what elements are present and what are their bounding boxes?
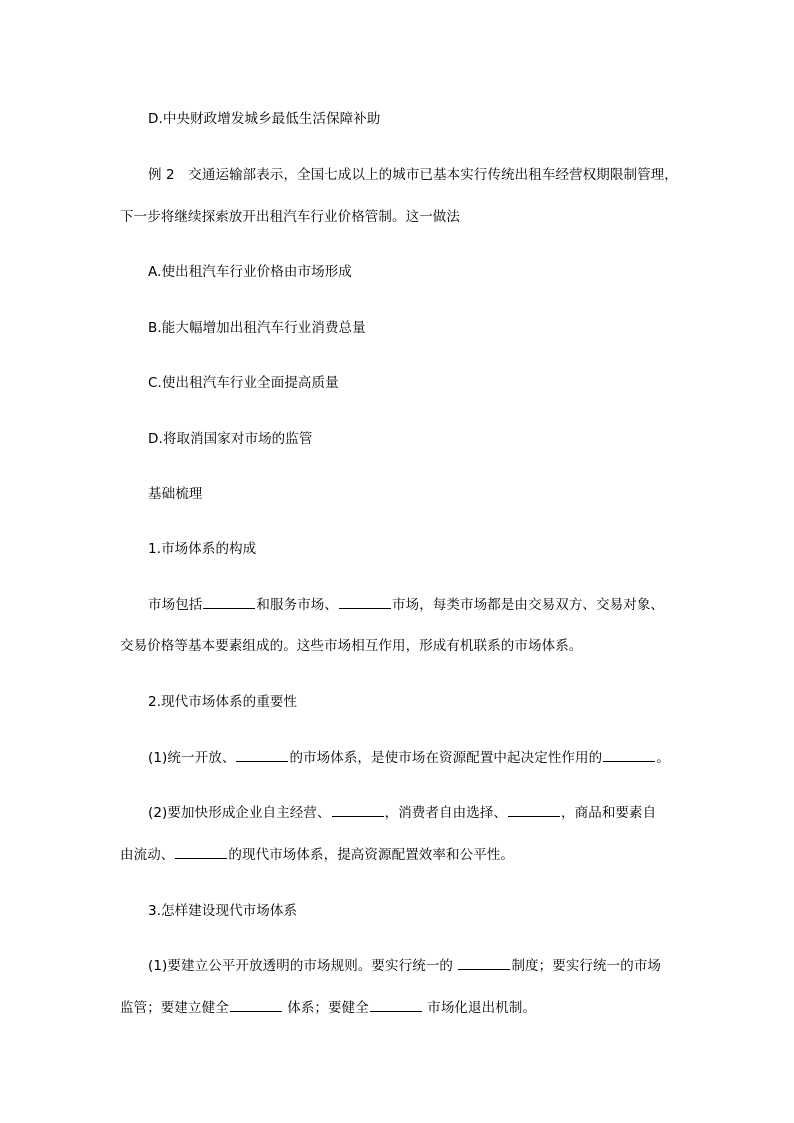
fill-blank bbox=[603, 749, 655, 762]
fill-blank bbox=[175, 846, 227, 859]
text-segment: 市场化退出机制。 bbox=[427, 1000, 537, 1016]
text-segment: 市场，每类市场都是由交易双方、交易对象、 bbox=[392, 597, 665, 613]
option-c-line: C.使出租汽车行业全面提高质量 bbox=[148, 375, 339, 391]
text-segment: 的市场体系，是使市场在资源配置中起决定性作用的 bbox=[289, 750, 603, 766]
text-segment: 体系；要健全 bbox=[287, 1000, 369, 1016]
subheading-1: 1.市场体系的构成 bbox=[148, 541, 257, 557]
option-d-line: D.中央财政增发城乡最低生活保障补助 bbox=[148, 111, 381, 127]
text-segment: 。 bbox=[656, 750, 670, 766]
text-segment: 的现代市场体系，提高资源配置效率和公平性。 bbox=[228, 847, 515, 863]
point-2-line-2 bbox=[120, 846, 514, 864]
text-segment: 由流动、 bbox=[120, 847, 175, 863]
text-segment: 市场包括 bbox=[148, 597, 203, 613]
rule-1-line-2 bbox=[120, 999, 536, 1017]
text-segment: (1)要建立公平开放透明的市场规则。要实行统一的 bbox=[148, 958, 454, 974]
text-segment: ，商品和要素自 bbox=[561, 805, 657, 821]
text-segment: 监管；要建立健全 bbox=[120, 1000, 229, 1016]
rule-1-line-1 bbox=[148, 957, 661, 975]
paragraph-1-line-1 bbox=[148, 596, 664, 614]
subheading-2: 2.现代市场体系的重要性 bbox=[148, 694, 298, 710]
example-2-continuation: 下一步将继续探索放开出租汽车行业价格管制。这一做法 bbox=[120, 209, 460, 225]
fill-blank bbox=[508, 804, 560, 817]
fill-blank bbox=[203, 596, 255, 609]
fill-blank bbox=[230, 999, 282, 1012]
point-2-line-1 bbox=[148, 804, 656, 822]
text-segment: (1)统一开放、 bbox=[148, 750, 236, 766]
section-heading: 基础梳理 bbox=[148, 486, 203, 502]
paragraph-1-line-2: 交易价格等基本要素组成的。这些市场相互作用，形成有机联系的市场体系。 bbox=[120, 638, 583, 654]
text-segment: 制度；要实行统一的市场 bbox=[511, 958, 662, 974]
subheading-3: 3.怎样建设现代市场体系 bbox=[148, 903, 298, 919]
fill-blank bbox=[339, 596, 391, 609]
example-2-line: 例 2 交通运输部表示，全国七成以上的城市已基本实行传统出租车经营权期限制管理， bbox=[148, 167, 678, 183]
option-b-line: B.能大幅增加出租汽车行业消费总量 bbox=[148, 320, 366, 336]
option-a-line: A.使出租汽车行业价格由市场形成 bbox=[148, 264, 352, 280]
fill-blank bbox=[370, 999, 422, 1012]
point-1-line bbox=[148, 749, 670, 767]
fill-blank bbox=[332, 804, 384, 817]
fill-blank bbox=[458, 957, 510, 970]
option-d2-line: D.将取消国家对市场的监管 bbox=[148, 431, 313, 447]
text-segment: 和服务市场、 bbox=[256, 597, 339, 613]
text-segment: ，消费者自由选择、 bbox=[384, 805, 508, 821]
fill-blank bbox=[236, 749, 288, 762]
text-segment: (2)要加快形成企业自主经营、 bbox=[148, 805, 331, 821]
